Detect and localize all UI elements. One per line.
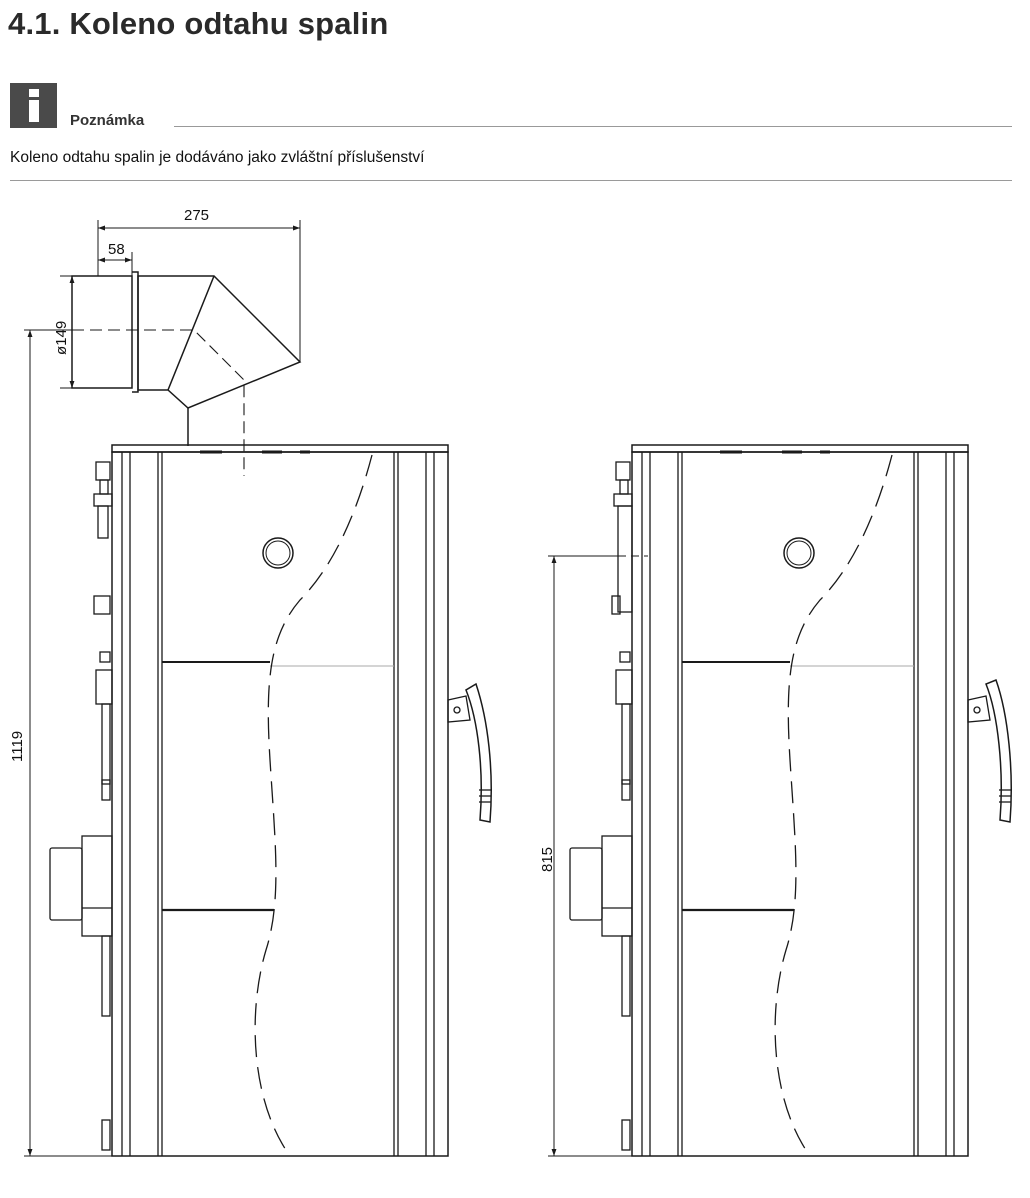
hidden-line-right	[775, 455, 892, 1156]
dimension-815: 815	[539, 846, 556, 872]
vent-hole-left	[263, 538, 293, 568]
note-text: Koleno odtahu spalin je dodáváno jako zvláštní příslušenství	[10, 149, 425, 166]
dimension-diameter-149: ø149	[53, 320, 70, 355]
page-title: 4.1. Koleno odtahu spalin	[8, 6, 389, 41]
dimension-lines-right	[548, 556, 648, 1156]
door-handle-left	[448, 684, 491, 822]
hidden-line-left	[255, 455, 372, 1156]
note-label: Poznámka	[70, 112, 145, 129]
stove-right-view	[570, 445, 1011, 1156]
dimension-1119: 1119	[9, 730, 26, 762]
vent-hole-right	[784, 538, 814, 568]
dimension-58: 58	[108, 241, 125, 258]
door-handle-right	[968, 680, 1011, 822]
side-controls-left	[50, 462, 112, 1150]
stove-left-view	[50, 272, 491, 1156]
dimension-275: 275	[184, 207, 210, 224]
side-controls-right	[570, 462, 632, 1150]
